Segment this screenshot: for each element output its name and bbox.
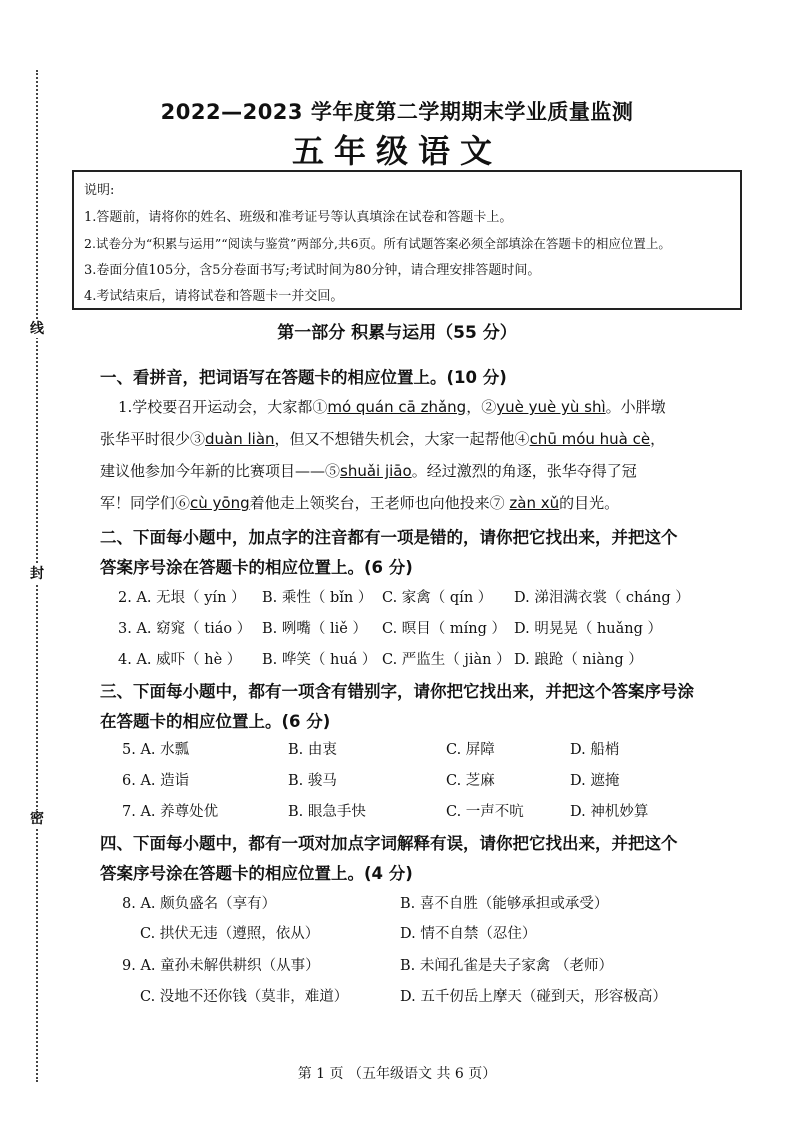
q2-heading-2: 答案序号涂在答题卡的相应位置上。(6 分) bbox=[100, 558, 413, 577]
page-footer: 第 1 页 （五年级语文 共 6 页） bbox=[297, 1066, 497, 1082]
q1-text: 。经过激烈的角逐，张华夺得了冠 bbox=[411, 462, 637, 480]
q1-text: 。小胖墩 bbox=[605, 398, 666, 416]
binding-mark-feng: 封 bbox=[30, 566, 44, 582]
q2-option: 2. A. 无垠（ yín ） bbox=[118, 590, 246, 606]
instruction-item: 2.试卷分为“积累与运用”“阅读与鉴赏”两部分,共6页。所有试题答案必须全部填涂在答题卡的相应位置上。 bbox=[84, 236, 671, 251]
exam-title: 2022—2023 学年度第二学期期末学业质量监测 bbox=[160, 100, 634, 124]
q1-line-4 bbox=[100, 492, 619, 513]
q3-option: C. 一声不吭 bbox=[446, 804, 524, 820]
q2-option: D. 涕泪满衣裳（ cháng ） bbox=[514, 590, 690, 606]
q2-option: B. 哗笑（ huá ） bbox=[262, 652, 377, 668]
q1-text: 1.学校要召开运动会，大家都① bbox=[118, 398, 328, 416]
q4-option: D. 情不自禁（忍住） bbox=[400, 926, 537, 942]
q4-option: B. 未闻孔雀是夫子家禽 （老师） bbox=[400, 958, 613, 974]
q2-option: B. 咧嘴（ liě ） bbox=[262, 621, 367, 637]
q1-text: 军！同学们⑥ bbox=[100, 494, 191, 512]
q3-option: C. 芝麻 bbox=[446, 773, 495, 789]
binding-mark-xian: 线 bbox=[30, 321, 44, 337]
q1-text: 张华平时很少③ bbox=[100, 430, 206, 448]
q3-option: C. 屏障 bbox=[446, 742, 495, 758]
q4-heading-1: 四、下面每小题中，都有一项对加点字词解释有误，请你把它找出来，并把这个 bbox=[100, 834, 678, 853]
q3-heading-1: 三、下面每小题中，都有一项含有错别字，请你把它找出来，并把这个答案序号涂 bbox=[100, 682, 694, 701]
pinyin-blank: mó quán cā zhǎng bbox=[327, 398, 467, 416]
q3-option: B. 骏马 bbox=[288, 773, 337, 789]
q3-option: 5. A. 水瓢 bbox=[122, 742, 190, 758]
pinyin-blank: chū móu huà cè bbox=[529, 430, 651, 448]
q2-option: C. 严监生（ jiàn ） bbox=[382, 652, 511, 668]
q4-heading-2: 答案序号涂在答题卡的相应位置上。(4 分) bbox=[100, 864, 413, 883]
q4-option: C. 拱伏无违（遵照，依从） bbox=[140, 926, 320, 942]
q1-text: ，② bbox=[466, 398, 497, 416]
q1-line-1 bbox=[118, 396, 666, 417]
q1-text: 建议他参加今年新的比赛项目——⑤ bbox=[100, 462, 341, 480]
subject-title: 五年级语文 bbox=[291, 132, 502, 170]
q1-line-3 bbox=[100, 460, 637, 481]
q1-text: ，但又不想错失机会，大家一起帮他④ bbox=[274, 430, 530, 448]
q3-option: D. 神机妙算 bbox=[570, 804, 649, 820]
instruction-item: 3.卷面分值105分，含5分卷面书写;考试时间为80分钟，请合理安排答题时间。 bbox=[84, 262, 541, 278]
q2-option: C. 家禽（ qín ） bbox=[382, 590, 493, 606]
q2-option: 4. A. 威吓（ hè ） bbox=[118, 652, 242, 668]
instructions-box bbox=[72, 170, 742, 310]
q1-line-2 bbox=[100, 428, 665, 449]
q1-heading: 一、看拼音，把词语写在答题卡的相应位置上。(10 分) bbox=[100, 368, 507, 387]
q3-option: D. 遮掩 bbox=[570, 773, 620, 789]
pinyin-blank: yuè yuè yù shì bbox=[496, 398, 606, 416]
q2-heading-1: 二、下面每小题中，加点字的注音都有一项是错的，请你把它找出来，并把这个 bbox=[100, 528, 678, 547]
q1-text: ， bbox=[650, 430, 666, 448]
instruction-item: 1.答题前，请将你的姓名、班级和准考证号等认真填涂在试卷和答题卡上。 bbox=[84, 209, 513, 225]
q2-option: B. 乘性（ bǐn ） bbox=[262, 590, 373, 606]
pinyin-blank: duàn liàn bbox=[205, 430, 275, 448]
q3-option: D. 船梢 bbox=[570, 742, 620, 758]
q3-option: B. 由衷 bbox=[288, 742, 337, 758]
instructions-heading: 说明: bbox=[84, 183, 115, 198]
q4-option: B. 喜不自胜（能够承担或承受） bbox=[400, 896, 609, 912]
q1-text: 着他走上领奖台，王老师也向他投来⑦ bbox=[249, 494, 510, 512]
q4-option: 8. A. 颇负盛名（享有） bbox=[122, 896, 277, 912]
part1-title: 第一部分 积累与运用（55 分） bbox=[277, 323, 517, 343]
pinyin-blank: cù yōng bbox=[190, 494, 250, 512]
q4-option: C. 没地不还你钱（莫非，难道） bbox=[140, 989, 349, 1005]
q3-option: B. 眼急手快 bbox=[288, 804, 366, 820]
q3-option: 7. A. 养尊处优 bbox=[122, 804, 219, 820]
q4-option: D. 五千仞岳上摩天（碰到天，形容极高） bbox=[400, 989, 667, 1005]
instruction-item: 4.考试结束后，请将试卷和答题卡一并交回。 bbox=[84, 289, 344, 304]
binding-mark-mi: 密 bbox=[30, 811, 44, 827]
q1-text: 的目光。 bbox=[559, 494, 620, 512]
q2-option: C. 暝目（ míng ） bbox=[382, 621, 507, 637]
pinyin-blank: zàn xǔ bbox=[509, 494, 560, 512]
q4-option: 9. A. 童孙未解供耕织（从事） bbox=[122, 958, 320, 974]
pinyin-blank: shuǎi jiāo bbox=[340, 462, 412, 480]
q3-option: 6. A. 造诣 bbox=[122, 773, 190, 789]
q2-option: D. 明晃晃（ huǎng ） bbox=[514, 621, 662, 637]
q2-option: 3. A. 窈窕（ tiáo ） bbox=[118, 621, 252, 637]
q3-heading-2: 在答题卡的相应位置上。(6 分) bbox=[100, 712, 331, 731]
q2-option: D. 踉跄（ niàng ） bbox=[514, 652, 643, 668]
